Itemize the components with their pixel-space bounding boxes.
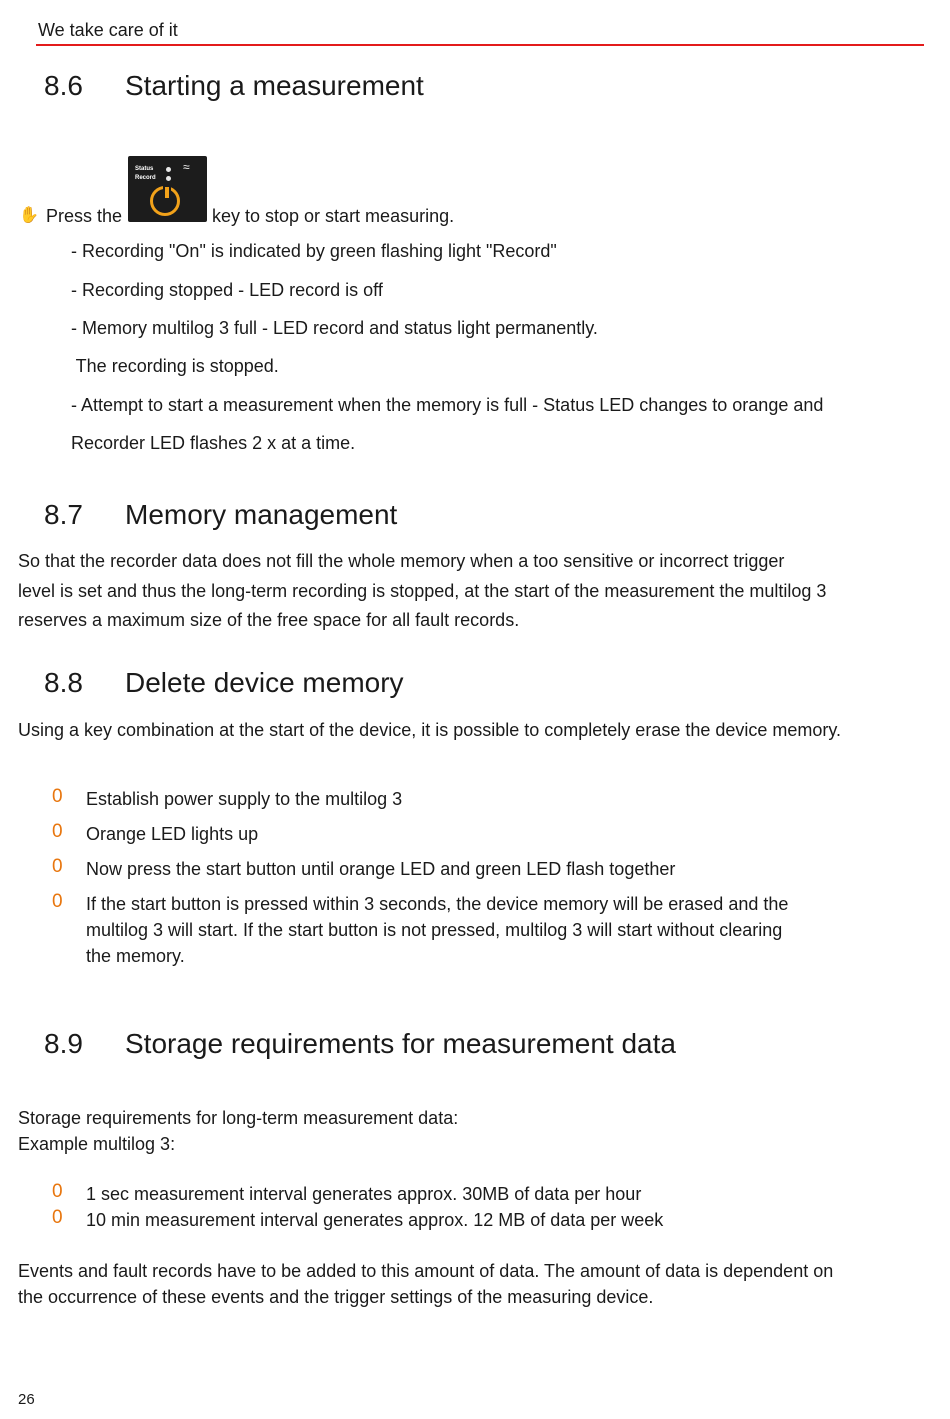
list-line: Recorder LED flashes 2 x at a time. — [71, 433, 356, 453]
list-item: 1 sec measurement interval generates approx. 30MB of data per hour — [86, 1184, 642, 1204]
paragraph-storage-intro — [18, 1105, 458, 1157]
page-header: We take care of it — [38, 20, 178, 40]
heading-8-7 — [44, 499, 397, 531]
key-status-label: Status — [135, 166, 154, 172]
heading-title: Storage requirements for measurement data — [125, 1028, 676, 1059]
bullet-icon: 0 — [52, 856, 63, 877]
heading-title: Memory management — [125, 499, 398, 530]
heading-number: 8.6 — [44, 70, 83, 101]
paragraph-memory — [18, 547, 826, 636]
paragraph-line: Example multilog 3: — [18, 1134, 176, 1154]
list-line: - Recording stopped - LED record is off — [71, 280, 383, 300]
heading-number: 8.9 — [44, 1028, 83, 1059]
list-item-line: the memory. — [86, 946, 185, 966]
wifi-icon: ≈ — [183, 160, 190, 174]
key-record-label: Record — [135, 175, 156, 181]
header-rule — [36, 44, 924, 46]
status-led-icon — [166, 167, 171, 172]
paragraph-line: Events and fault records have to be added to this amount of data. The amount of data is dependent on — [18, 1261, 834, 1281]
paragraph-intro: Using a key combination at the start of the device, it is possible to completely erase the device memory. — [18, 720, 842, 740]
bullet-icon: 0 — [52, 821, 63, 842]
list-line: The recording is stopped. — [71, 356, 279, 376]
paragraph-line: level is set and thus the long-term recording is stopped, at the start of the measurement the multilog 3 — [18, 580, 827, 601]
bullet-icon: 0 — [52, 1181, 63, 1202]
record-led-icon — [166, 176, 171, 181]
heading-8-9 — [44, 1028, 676, 1060]
hand-pointer-icon: ✋ — [19, 207, 39, 224]
list-line: - Attempt to start a measurement when the memory is full - Status LED changes to orange and — [71, 395, 824, 415]
press-text-pre: Press the — [46, 206, 123, 226]
list-item-line: multilog 3 will start. If the start button is not pressed, multilog 3 will start without clearing — [86, 920, 783, 940]
list-line: - Recording "On" is indicated by green flashing light "Record" — [71, 241, 557, 261]
paragraph-storage-outro — [18, 1258, 833, 1310]
list-item-line: If the start button is pressed within 3 seconds, the device memory will be erased and the — [86, 894, 789, 914]
list-item — [86, 891, 788, 969]
paragraph-line: the occurrence of these events and the trigger settings of the measuring device. — [18, 1287, 654, 1307]
paragraph-line: reserves a maximum size of the free space for all fault records. — [18, 610, 520, 630]
list-item: Now press the start button until orange LED and green LED flash together — [86, 859, 676, 879]
page-number: 26 — [18, 1391, 35, 1408]
bullet-icon: 0 — [52, 786, 63, 807]
paragraph-line: So that the recorder data does not fill the whole memory when a too sensitive or incorrect trigger — [18, 551, 785, 571]
power-icon — [150, 186, 180, 216]
list-item: 10 min measurement interval generates approx. 12 MB of data per week — [86, 1210, 664, 1230]
list-item: Orange LED lights up — [86, 824, 259, 844]
heading-number: 8.8 — [44, 667, 83, 698]
heading-8-6 — [44, 70, 424, 102]
bullet-icon: 0 — [52, 1207, 63, 1228]
list-item: Establish power supply to the multilog 3 — [86, 789, 403, 809]
bullet-icon: 0 — [52, 891, 63, 912]
list-line: - Memory multilog 3 full - LED record and status light permanently. — [71, 318, 598, 338]
heading-number: 8.7 — [44, 499, 83, 530]
heading-title: Starting a measurement — [125, 70, 424, 101]
paragraph-line: Storage requirements for long-term measurement data: — [18, 1108, 459, 1128]
press-text-post: key to stop or start measuring. — [212, 206, 455, 226]
start-stop-key-image — [128, 156, 207, 222]
heading-8-8 — [44, 667, 404, 699]
heading-title: Delete device memory — [125, 667, 404, 698]
